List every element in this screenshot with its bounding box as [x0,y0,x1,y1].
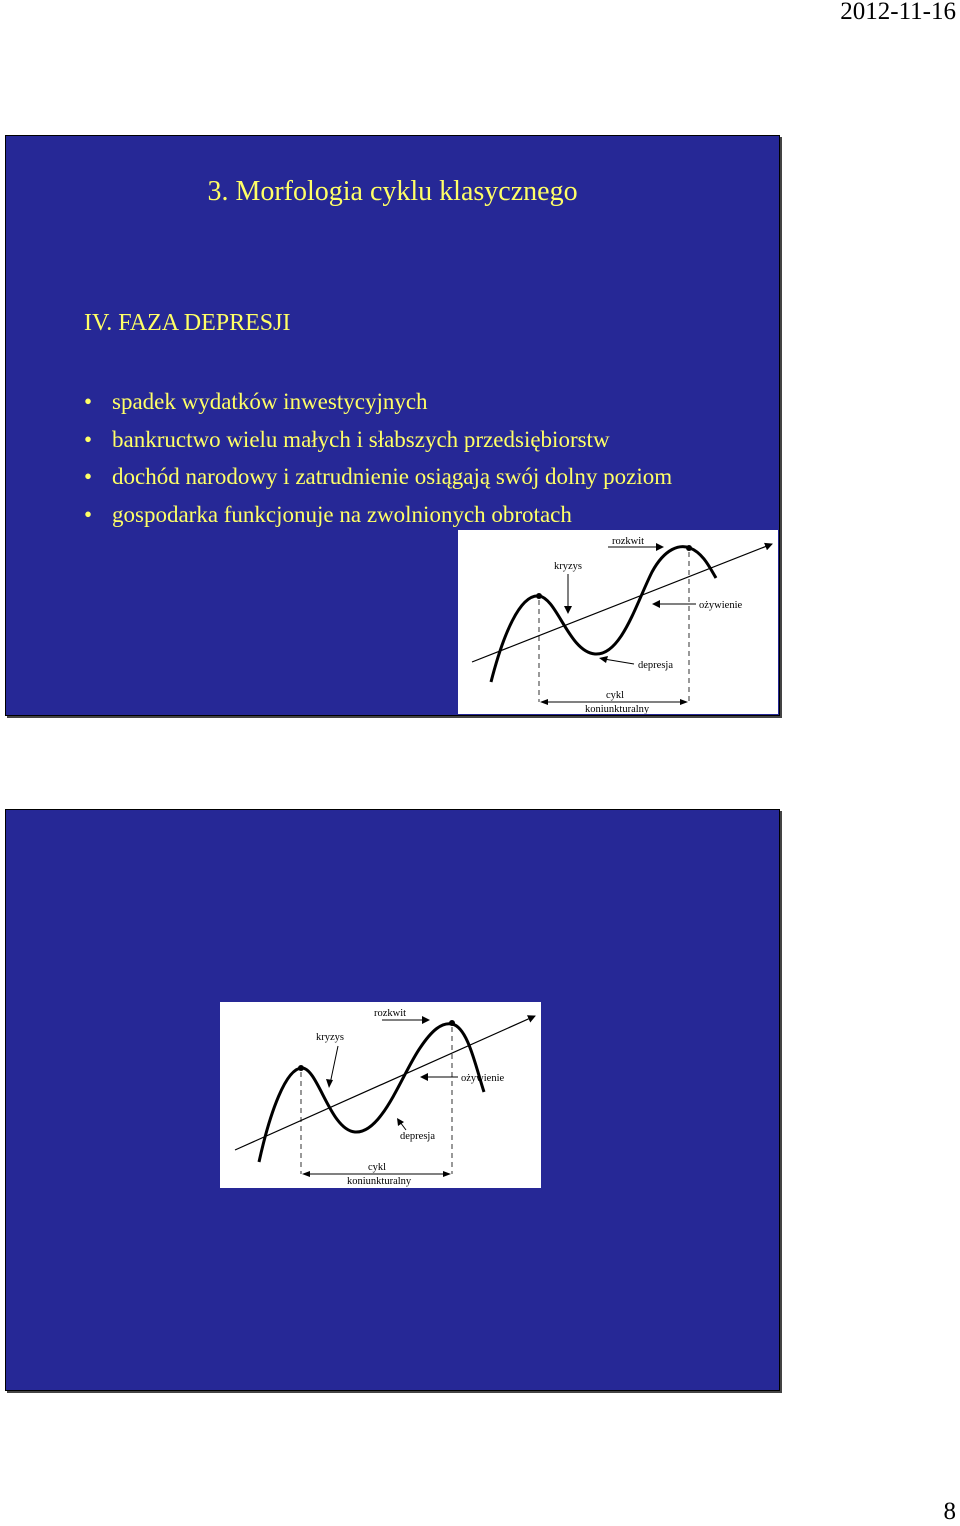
business-cycle-svg [220,1002,541,1188]
peak-dot [536,593,542,599]
label-cykl: cykl [606,690,625,701]
label-depresja: depresja [400,1131,435,1142]
label-rozkwit: rozkwit [374,1008,407,1019]
label-kryzys: kryzys [554,561,582,572]
label-kryzys: kryzys [316,1032,344,1043]
bullet-list [84,383,672,533]
peak-dot [449,1020,455,1026]
bullet-item: • bankructwo wielu małych i słabszych przedsiębiorstw [84,421,672,459]
header-date: 2012-11-16 [840,0,956,25]
cycle-curve [491,547,716,682]
bullet-item: • spadek wydatków inwestycyjnych [84,383,672,421]
bullet-item: • gospodarka funkcjonuje na zwolnionych obrotach [84,496,672,534]
slide-title: 3. Morfologia cyklu klasycznego [207,176,578,207]
business-cycle-diagram [220,1002,541,1188]
label-koniunkturalny: koniunkturalny [585,704,650,714]
label-rozkwit: rozkwit [612,536,645,547]
label-ozywienie: ożywienie [699,600,743,611]
label-depresja: depresja [638,660,673,671]
page-number: 8 [943,1498,956,1525]
business-cycle-diagram [458,530,778,714]
label-ozywienie: ożywienie [461,1073,505,1084]
peak-dot [298,1065,304,1071]
bullet-item: • dochód narodowy i zatrudnienie osiągają swój dolny poziom [84,458,672,496]
label-koniunkturalny: koniunkturalny [347,1176,412,1187]
cycle-curve [259,1024,484,1162]
label-cykl: cykl [368,1162,387,1173]
phase-heading: IV. FAZA DEPRESJI [84,310,291,336]
peak-dot [686,545,692,551]
business-cycle-svg [458,530,778,714]
